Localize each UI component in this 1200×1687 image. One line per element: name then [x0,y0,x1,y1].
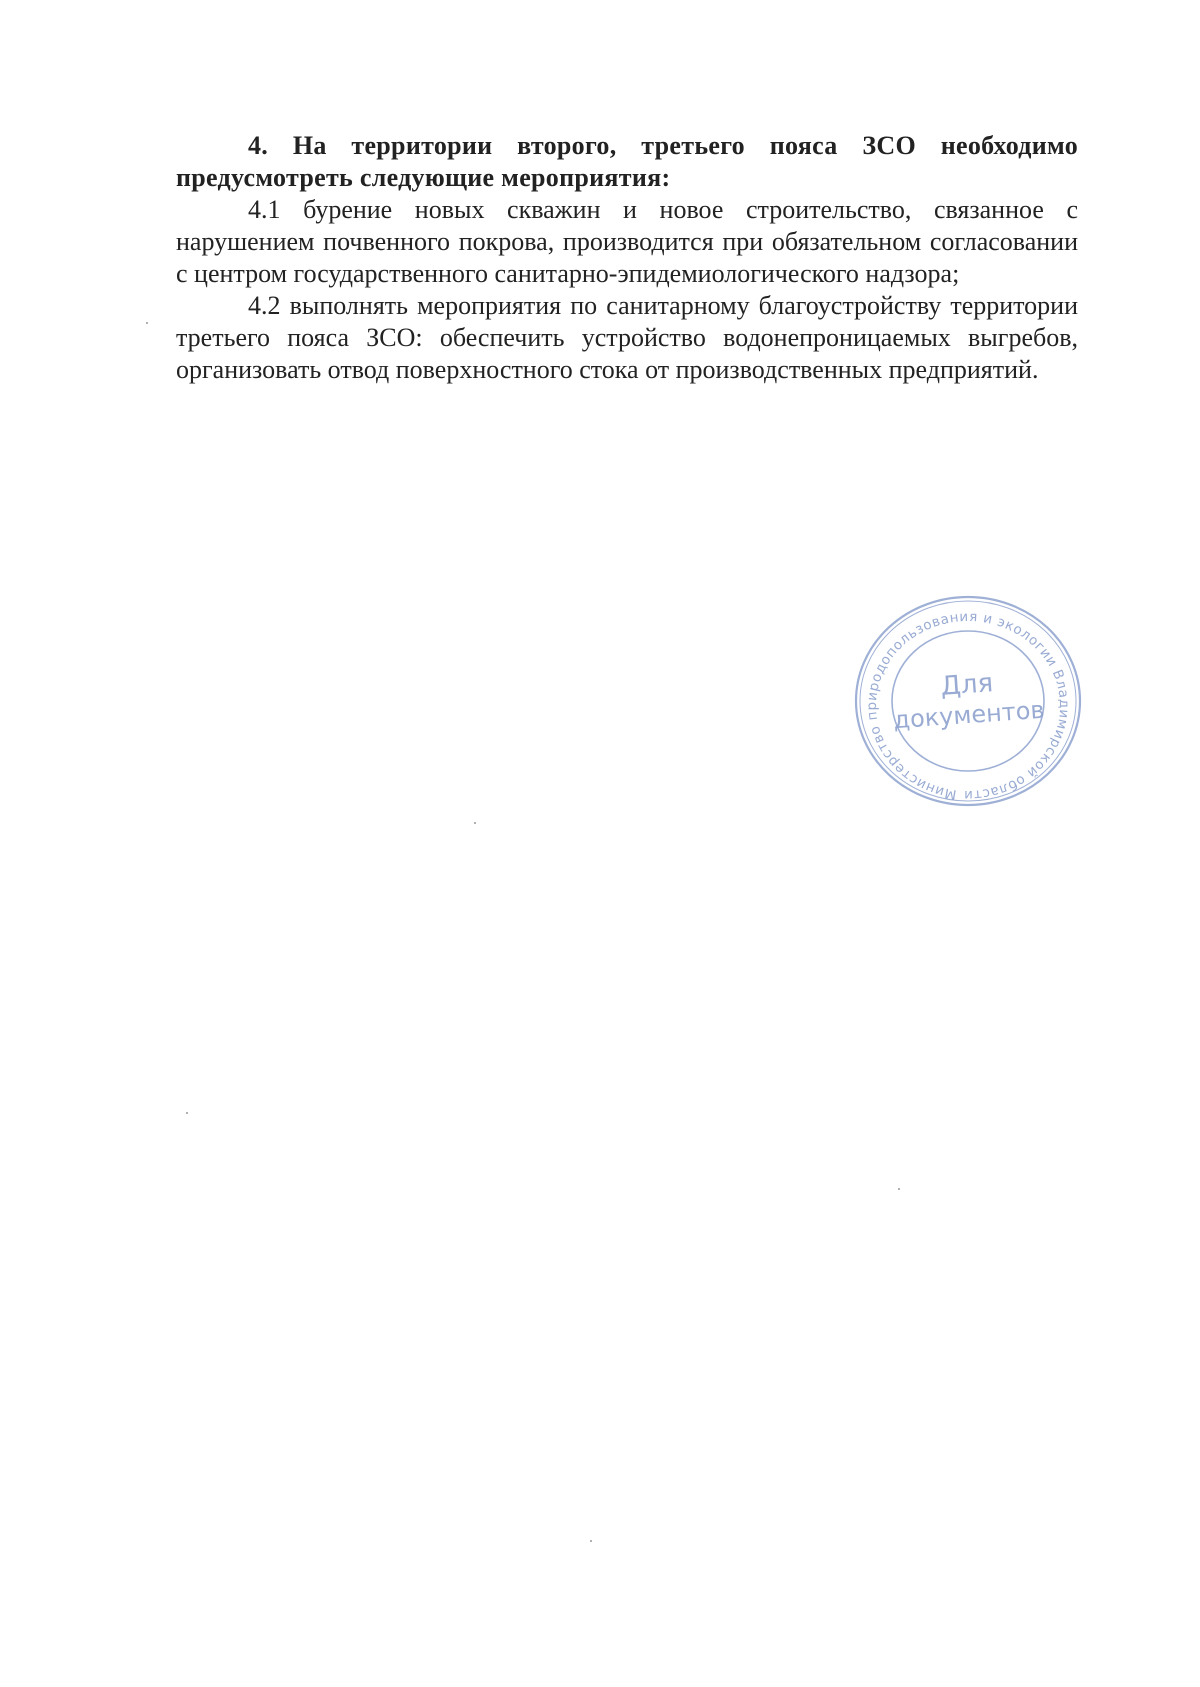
stamp-seal-icon [848,590,1088,812]
stamp-ring-text: Министерство природопользования и экологии Владимирской области [864,608,1073,804]
section-heading: 4. На территории второго, третьего пояса ЗСО необходимо предусмотреть следующие мероприятия: [176,131,1078,192]
stamp-center-line-1: Для [939,668,995,702]
document-body [176,130,1078,386]
scan-speck [590,1540,592,1542]
scan-speck [898,1188,900,1190]
scan-speck [146,322,148,324]
list-item-4-2: 4.2 выполнять мероприятия по санитарному благоустройству территории третьего пояса ЗСО: обеспечить устройство водонепроницаемых выгребов, организовать отвод поверхностного стока от производственных предприятий. [176,291,1078,384]
scan-speck [186,1112,188,1114]
list-item-4-1: 4.1 бурение новых скважин и новое строительство, связанное с нарушением почвенного покрова, производится при обязательном согласовании с центром государственного санитарно-эпидемиологического надзора; [176,195,1078,288]
stamp-center-line-2: документов [892,695,1046,735]
scan-speck [474,822,476,824]
official-stamp [848,590,1088,812]
